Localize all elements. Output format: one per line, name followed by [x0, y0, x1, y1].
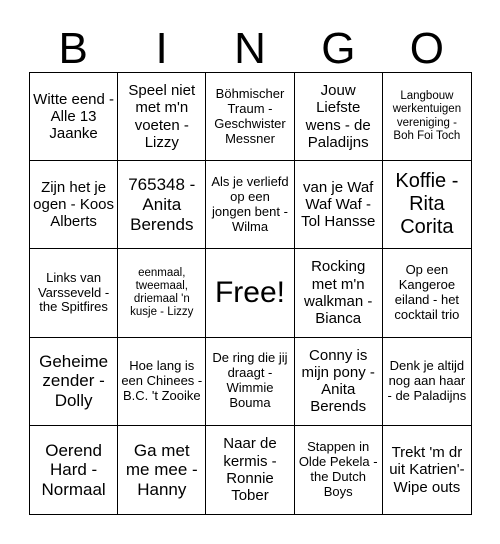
bingo-cell-label: Jouw Liefste wens - de Paladijns	[305, 82, 371, 151]
bingo-cell[interactable]	[295, 338, 383, 426]
bingo-cell[interactable]	[206, 426, 294, 514]
bingo-cell-label: De ring die jij draagt - Wimmie Bouma	[212, 350, 288, 411]
bingo-cell[interactable]	[383, 161, 471, 249]
bingo-cell-label: Trekt 'm dr uit Katrien'- Wipe outs	[389, 444, 465, 496]
bingo-cell-label: Denk je altijd nog aan haar - de Paladijns	[387, 357, 467, 403]
bingo-cell-label: Geheime zender - Dolly	[39, 351, 109, 410]
bingo-cell-label: Böhmischer Traum - Geschwister Messner	[214, 85, 286, 146]
bingo-cell[interactable]	[383, 426, 471, 514]
bingo-cell-label: Hoe lang is een Chinees - B.C. 't Zooike	[121, 357, 203, 403]
bingo-cell-label: Rocking met m'n walkman - Bianca	[304, 258, 373, 328]
header-letter-i: I	[155, 24, 168, 73]
bingo-cell-label: Free!	[214, 275, 285, 309]
bingo-header	[29, 26, 471, 72]
bingo-cell[interactable]	[118, 249, 206, 337]
bingo-cell[interactable]	[118, 426, 206, 514]
bingo-cell[interactable]	[295, 249, 383, 337]
bingo-cell-label: Langbouw werkentuigen vereniging - Boh Foi Toch	[392, 90, 462, 142]
header-letter-g: G	[321, 24, 356, 73]
bingo-cell-label: Naar de kermis - Ronnie Tober	[223, 435, 277, 505]
bingo-cell[interactable]	[383, 249, 471, 337]
bingo-cell[interactable]	[118, 73, 206, 161]
bingo-cell-label: Stappen in Olde Pekela - the Dutch Boys	[298, 439, 378, 499]
bingo-cell[interactable]	[206, 161, 294, 249]
bingo-cell-label: Links van Varsseveld - the Spitfires	[37, 269, 110, 315]
bingo-cell-label: van je Waf Waf Waf - Tol Hansse	[301, 178, 376, 231]
bingo-cell[interactable]	[206, 338, 294, 426]
header-letter-n: N	[234, 24, 266, 73]
bingo-cell[interactable]	[295, 426, 383, 514]
bingo-cell[interactable]	[295, 161, 383, 249]
bingo-cell[interactable]	[295, 73, 383, 161]
bingo-cell-label: Speel niet met m'n voeten - Lizzy	[128, 82, 196, 151]
bingo-cell-label: Op een Kangeroe eiland - het cocktail trio	[394, 262, 460, 322]
bingo-cell-label: Oerend Hard - Normaal	[41, 440, 106, 499]
bingo-cell-label: Koffie - Rita Corita	[395, 170, 459, 239]
bingo-cell-label: Conny is mijn pony - Anita Berends	[301, 346, 375, 416]
bingo-board	[29, 72, 472, 515]
bingo-cell-free[interactable]	[206, 249, 294, 337]
header-letter-b: B	[58, 24, 88, 73]
bingo-cell-label: Witte eend - Alle 13 Jaanke	[33, 90, 115, 143]
bingo-cell-label: Als je verliefd op een jongen bent - Wilma	[211, 173, 289, 234]
bingo-cell[interactable]	[383, 338, 471, 426]
bingo-cell[interactable]	[206, 73, 294, 161]
bingo-cell-label: eenmaal, tweemaal, driemaal 'n kusje - Lizzy	[130, 266, 194, 319]
bingo-cell[interactable]	[383, 73, 471, 161]
bingo-cell[interactable]	[30, 338, 118, 426]
bingo-cell-label: 765348 - Anita Berends	[128, 175, 196, 234]
header-letter-o: O	[409, 24, 444, 73]
bingo-cell-label: Ga met me mee - Hanny	[125, 440, 198, 499]
bingo-cell[interactable]	[30, 249, 118, 337]
bingo-cell[interactable]	[30, 426, 118, 514]
bingo-cell[interactable]	[30, 73, 118, 161]
bingo-cell[interactable]	[118, 338, 206, 426]
bingo-cell[interactable]	[118, 161, 206, 249]
bingo-cell[interactable]	[30, 161, 118, 249]
bingo-cell-label: Zijn het je ogen - Koos Alberts	[33, 178, 115, 231]
